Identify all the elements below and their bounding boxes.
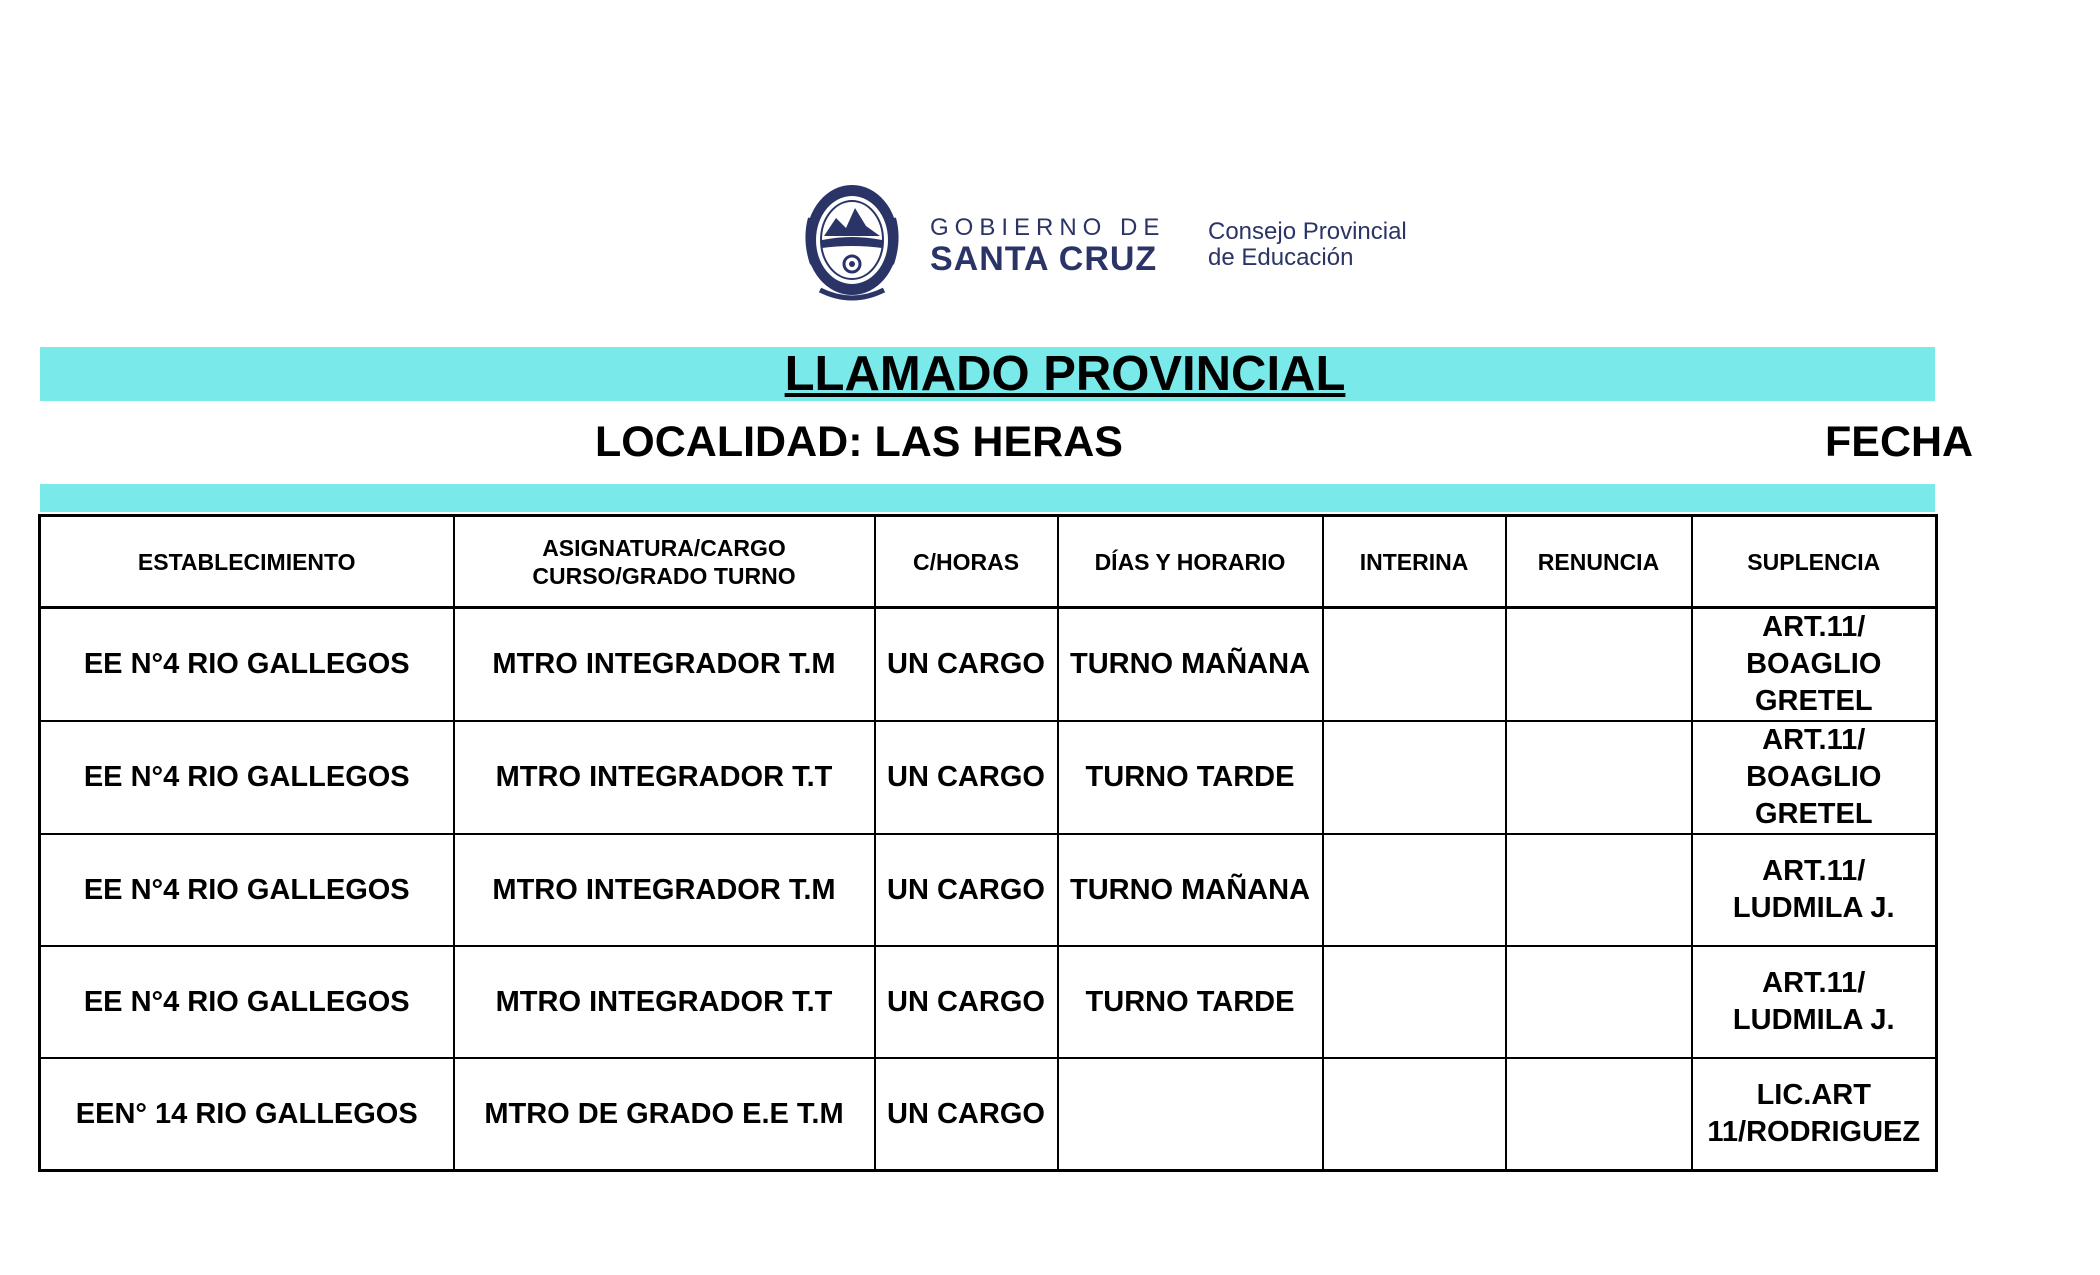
- cell-dias: [1058, 1058, 1323, 1171]
- cell-suplencia: LIC.ART 11/RODRIGUEZ: [1692, 1058, 1937, 1171]
- council-line1: Consejo Provincial: [1208, 218, 1407, 245]
- cell-interina: [1323, 834, 1506, 946]
- col-establecimiento: ESTABLECIMIENTO: [40, 516, 454, 608]
- cell-suplencia: ART.11/ BOAGLIO GRETEL: [1692, 608, 1937, 722]
- cell-asignatura: MTRO INTEGRADOR T.M: [454, 608, 875, 722]
- cell-renuncia: [1506, 834, 1692, 946]
- cell-establecimiento: EE N°4 RIO GALLEGOS: [40, 834, 454, 946]
- cell-asignatura: MTRO DE GRADO E.E T.M: [454, 1058, 875, 1171]
- gov-line1: GOBIERNO DE: [930, 214, 1166, 241]
- cell-choras: UN CARGO: [875, 946, 1058, 1058]
- cell-asignatura: MTRO INTEGRADOR T.M: [454, 834, 875, 946]
- cell-renuncia: [1506, 721, 1692, 834]
- vacancies-table: [38, 514, 1938, 1172]
- cell-establecimiento: EE N°4 RIO GALLEGOS: [40, 721, 454, 834]
- table-row: [40, 721, 1937, 834]
- cell-dias: TURNO TARDE: [1058, 721, 1323, 834]
- col-renuncia: RENUNCIA: [1506, 516, 1692, 608]
- cell-dias: TURNO TARDE: [1058, 946, 1323, 1058]
- cell-choras: UN CARGO: [875, 608, 1058, 722]
- cell-establecimiento: EE N°4 RIO GALLEGOS: [40, 608, 454, 722]
- page-title: LLAMADO PROVINCIAL: [784, 347, 1346, 401]
- col-dias: DÍAS Y HORARIO: [1058, 516, 1323, 608]
- cell-dias: TURNO MAÑANA: [1058, 608, 1323, 722]
- cell-interina: [1323, 1058, 1506, 1171]
- provincial-seal-icon: [800, 178, 905, 313]
- cell-choras: UN CARGO: [875, 721, 1058, 834]
- cell-suplencia: ART.11/ BOAGLIO GRETEL: [1692, 721, 1937, 834]
- separator-band: [40, 484, 1935, 512]
- col-asignatura: ASIGNATURA/CARGO CURSO/GRADO TURNO: [454, 516, 875, 608]
- table-row: [40, 1058, 1937, 1171]
- cell-interina: [1323, 946, 1506, 1058]
- cell-suplencia: ART.11/ LUDMILA J.: [1692, 834, 1937, 946]
- gov-line2: SANTA CRUZ: [930, 240, 1158, 278]
- localidad-label: LOCALIDAD: LAS HERAS: [595, 418, 1123, 466]
- col-interina: INTERINA: [1323, 516, 1506, 608]
- cell-renuncia: [1506, 946, 1692, 1058]
- table-row: [40, 946, 1937, 1058]
- cell-interina: [1323, 721, 1506, 834]
- cell-establecimiento: EEN° 14 RIO GALLEGOS: [40, 1058, 454, 1171]
- cell-asignatura: MTRO INTEGRADOR T.T: [454, 946, 875, 1058]
- cell-asignatura: MTRO INTEGRADOR T.T: [454, 721, 875, 834]
- cell-choras: UN CARGO: [875, 1058, 1058, 1171]
- cell-choras: UN CARGO: [875, 834, 1058, 946]
- table-row: [40, 608, 1937, 722]
- cell-dias: TURNO MAÑANA: [1058, 834, 1323, 946]
- cell-renuncia: [1506, 1058, 1692, 1171]
- fecha-label: FECHA: [1825, 418, 1974, 466]
- council-line2: de Educación: [1208, 244, 1354, 271]
- government-logo: [800, 178, 1440, 313]
- cell-interina: [1323, 608, 1506, 722]
- col-choras: C/HORAS: [875, 516, 1058, 608]
- cell-establecimiento: EE N°4 RIO GALLEGOS: [40, 946, 454, 1058]
- table-header-row: [40, 516, 1937, 608]
- cell-suplencia: ART.11/ LUDMILA J.: [1692, 946, 1937, 1058]
- cell-renuncia: [1506, 608, 1692, 722]
- col-suplencia: SUPLENCIA: [1692, 516, 1937, 608]
- table-row: [40, 834, 1937, 946]
